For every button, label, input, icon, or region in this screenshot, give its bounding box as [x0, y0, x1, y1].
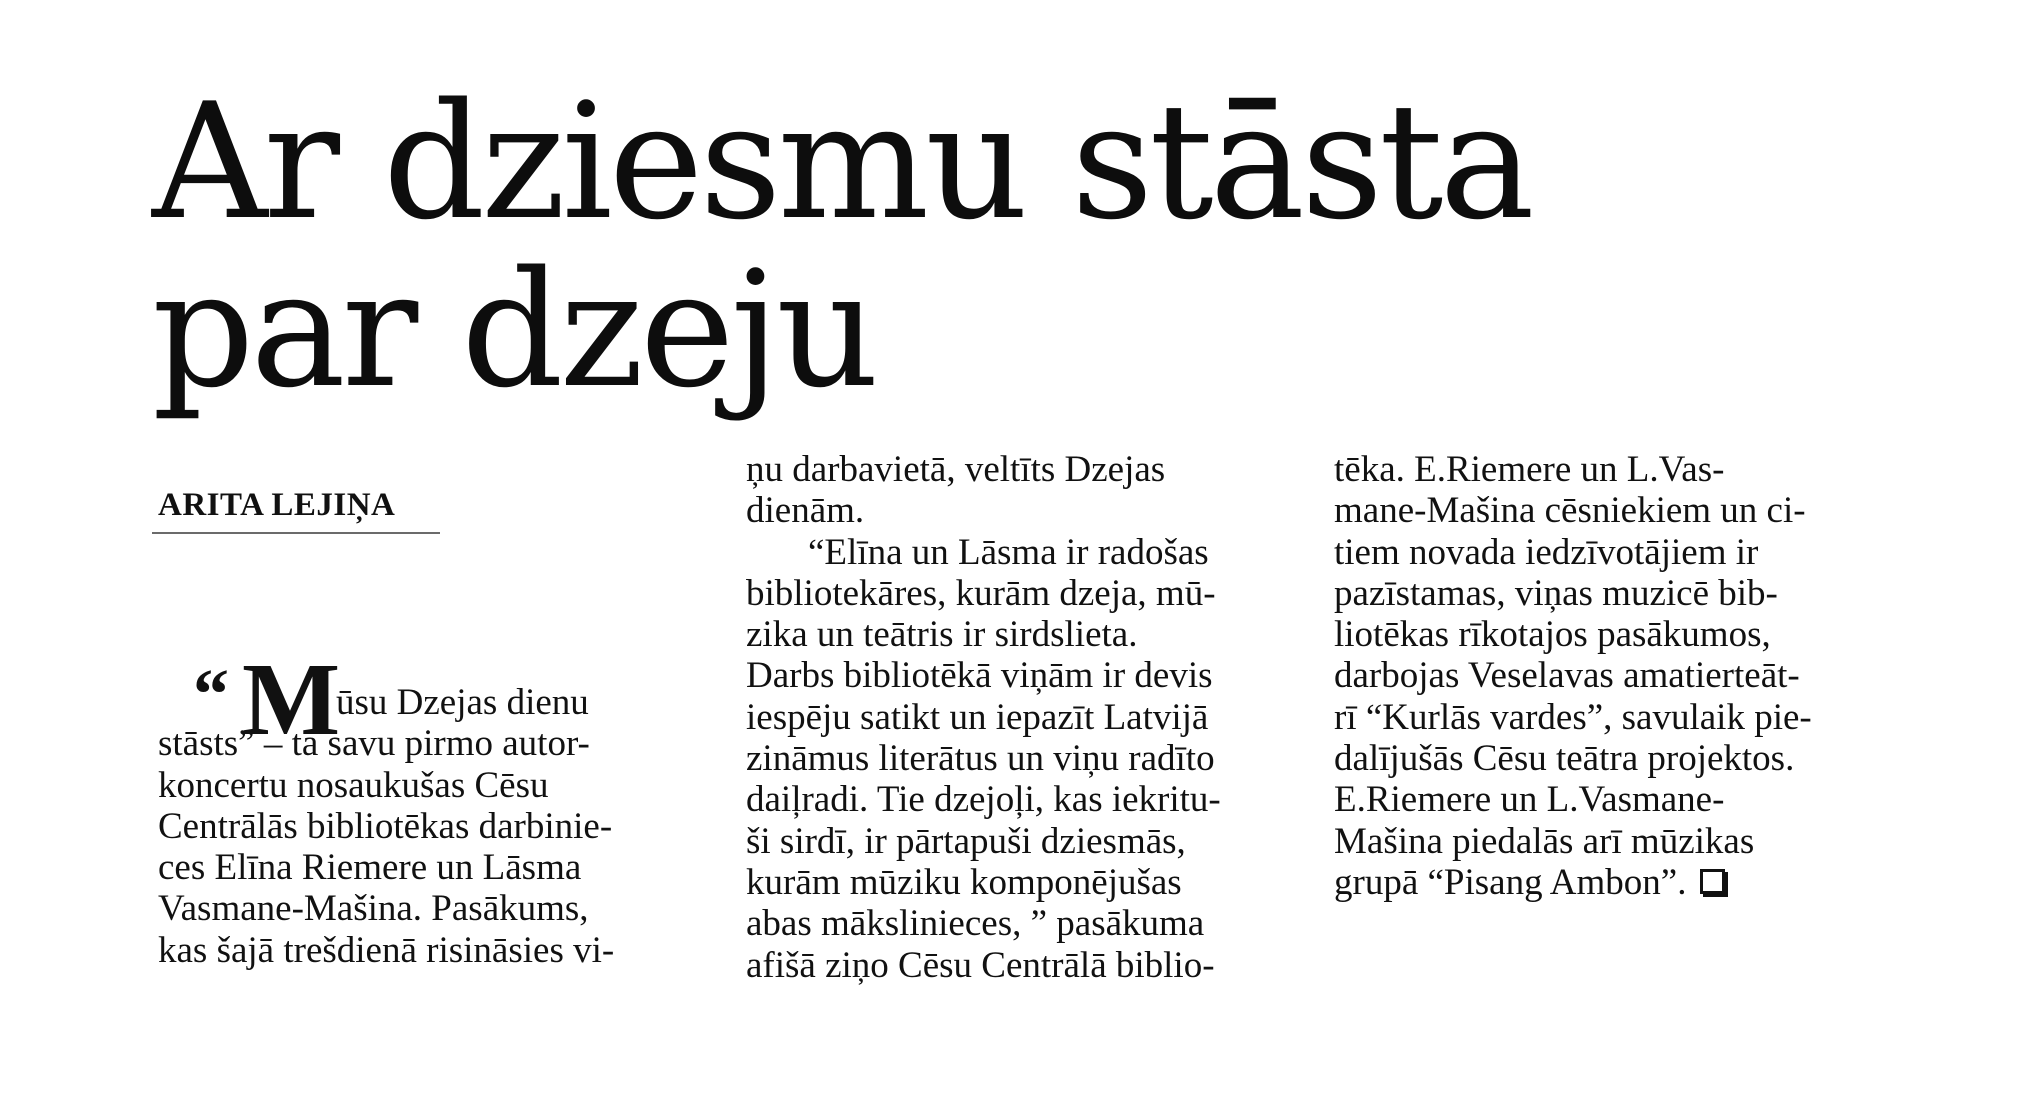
- text-line: zināmus literātus un viņu radīto: [746, 738, 1215, 780]
- text-line-content: grupā “Pisang Ambon”.: [1334, 861, 1687, 903]
- end-of-article-icon: [1700, 869, 1725, 894]
- text-line: rī “Kurlās vardes”, savulaik pie-: [1334, 696, 1812, 738]
- text-line: ši sirdī, ir pārtapuši dziesmās,: [746, 820, 1186, 862]
- text-line: koncertu nosaukušas Cēsu: [158, 764, 549, 806]
- text-line: Mašina piedalās arī mūzikas: [1334, 820, 1755, 862]
- drop-quote-mark: “: [193, 654, 229, 734]
- text-line: daiļradi. Tie dzejoļi, kas iekritu-: [746, 779, 1221, 821]
- text-line: dalījušās Cēsu teātra projektos.: [1334, 738, 1795, 780]
- article-column-2: [746, 449, 1274, 986]
- text-line: ņu darbavietā, veltīts Dzejas: [746, 449, 1166, 490]
- text-line: Darbs bibliotēkā viņām ir devis: [746, 655, 1213, 697]
- text-line: iespēju satikt un iepazīt Latvijā: [746, 696, 1209, 738]
- article-column-3: [1334, 449, 1874, 903]
- drop-cap-letter: M: [242, 642, 341, 757]
- text-line: abas mākslinieces, ” pasākuma: [746, 903, 1205, 945]
- text-line: dienām.: [746, 490, 865, 532]
- text-line: “Elīna un Lāsma ir radošas: [808, 531, 1209, 573]
- headline-line: par dzeju: [152, 236, 876, 423]
- text-line: mane-Mašina cēsniekiem un ci-: [1334, 490, 1806, 532]
- headline-line: Ar dziesmu stāsta: [152, 68, 1531, 255]
- text-line: zika un teātris ir sirdslieta.: [746, 614, 1138, 656]
- text-line: ces Elīna Riemere un Lāsma: [158, 847, 582, 889]
- text-line: E.Riemere un L.Vasmane-: [1334, 779, 1725, 821]
- text-line: pazīstamas, viņas muzicē bib-: [1334, 572, 1778, 614]
- article-column-1: [158, 642, 670, 971]
- text-line: stāsts” – tā savu pirmo autor-: [158, 723, 590, 765]
- text-line: bibliotekāres, kurām dzeja, mū-: [746, 572, 1216, 614]
- text-line: liotēkas rīkotajos pasākumos,: [1334, 614, 1771, 656]
- text-line: Vasmane-Mašina. Pasākums,: [158, 888, 589, 930]
- text-line: tēka. E.Riemere un L.Vas-: [1334, 449, 1725, 490]
- text-line: darbojas Veselavas amatierteāt-: [1334, 655, 1800, 697]
- author-name: ARITA LEJIŅA: [158, 487, 396, 523]
- last-text-line: [1334, 862, 1874, 903]
- text-line: afišā ziņo Cēsu Centrālā biblio-: [746, 944, 1215, 986]
- text-line: Centrālās bibliotēkas darbinie-: [158, 805, 613, 847]
- text-line: kurām mūziku komponējušas: [746, 861, 1182, 903]
- text-line: kas šajā trešdienā risināsies vi-: [158, 929, 615, 971]
- author-byline: [152, 486, 440, 534]
- text-line: tiem novada iedzīvotājiem ir: [1334, 531, 1759, 573]
- article-headline: [152, 68, 1531, 423]
- lead-first-line-text: ūsu Dzejas dienu: [336, 682, 589, 723]
